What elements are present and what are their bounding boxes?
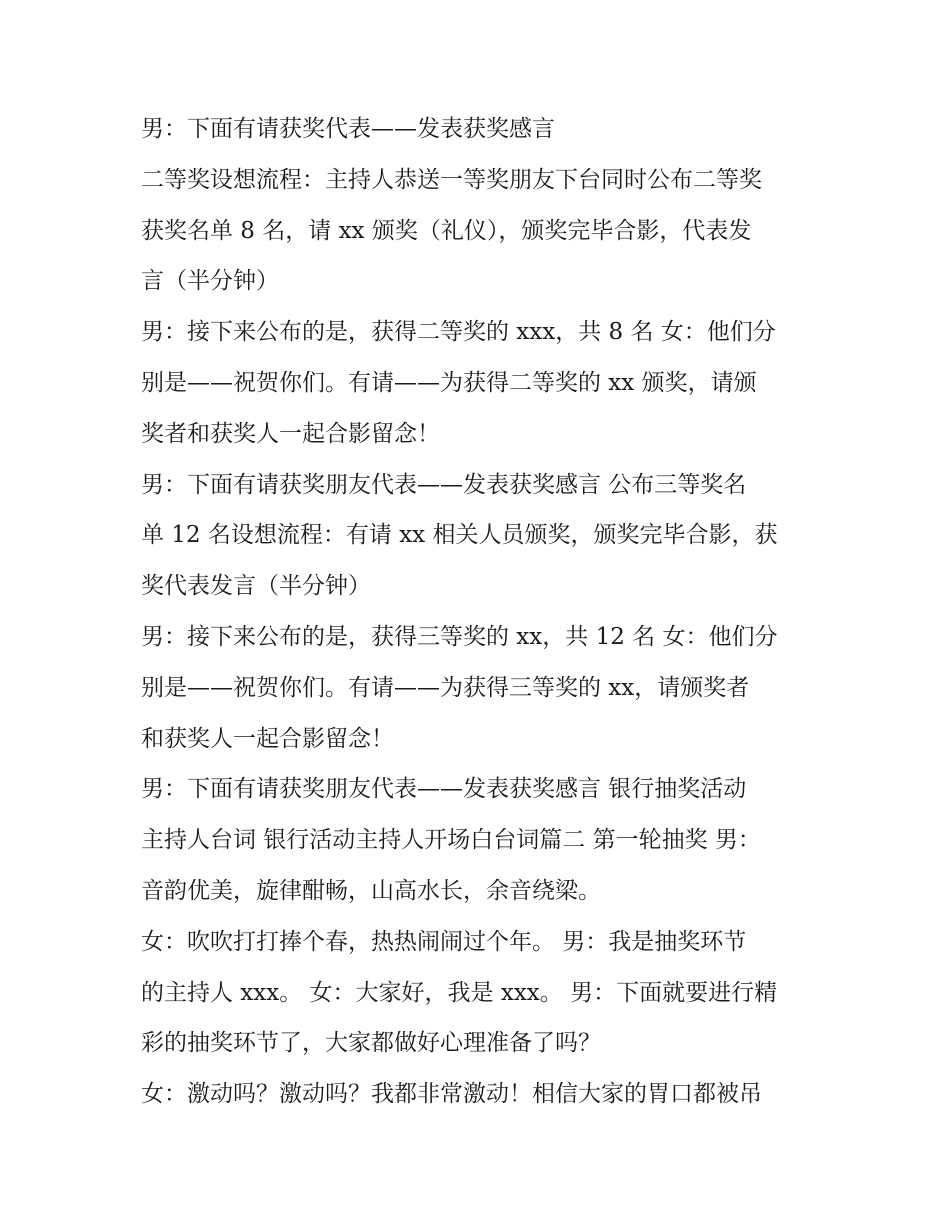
text-line-14: 男：下面有请获奖朋友代表——发表获奖感言 银行抽奖活动: [141, 776, 747, 803]
text-line-6: 别是——祝贺你们。有请——为获得二等奖的 xx 颁奖，请颁: [141, 369, 757, 396]
text-line-17: 女：吹吹打打捧个春，热热闹闹过个年。 男：我是抽奖环节: [141, 928, 747, 955]
text-line-2: 二等奖设想流程：主持人恭送一等奖朋友下台同时公布二等奖: [141, 166, 762, 193]
text-line-3: 获奖名单 8 名，请 xx 颁奖（礼仪），颁奖完毕合影，代表发: [141, 217, 752, 244]
text-line-18: 的主持人 xxx。 女：大家好，我是 xxx。 男：下面就要进行精: [141, 979, 778, 1006]
text-line-11: 男：接下来公布的是，获得三等奖的 xx，共 12 名 女：他们分: [141, 623, 778, 650]
text-line-13: 和获奖人一起合影留念！: [141, 725, 394, 752]
text-line-5: 男：接下来公布的是，获得二等奖的 xxx，共 8 名 女：他们分: [141, 319, 776, 346]
text-line-1: 男：下面有请获奖代表——发表获奖感言: [141, 116, 555, 142]
text-line-15: 主持人台词 银行活动主持人开场白台词篇二 第一轮抽奖 男：: [141, 827, 761, 854]
document-body: [141, 104, 821, 1120]
text-line-12: 别是——祝贺你们。有请——为获得三等奖的 xx，请颁奖者: [141, 674, 750, 701]
text-line-20: 女：激动吗？激动吗？我都非常激动！相信大家的胃口都被吊: [141, 1081, 762, 1108]
text-line-8: 男：下面有请获奖朋友代表——发表获奖感言 公布三等奖名: [141, 471, 747, 498]
text-line-7: 奖者和获奖人一起合影留念！: [141, 420, 440, 447]
text-line-16: 音韵优美，旋律酣畅，山高水长，余音绕梁。: [141, 877, 601, 904]
text-line-19: 彩的抽奖环节了，大家都做好心理准备了吗？: [141, 1030, 601, 1057]
text-line-10: 奖代表发言（半分钟）: [141, 573, 371, 600]
text-line-4: 言（半分钟）: [141, 268, 279, 295]
text-line-9: 单 12 名设想流程：有请 xx 相关人员颁奖，颁奖完毕合影，获: [141, 522, 778, 549]
